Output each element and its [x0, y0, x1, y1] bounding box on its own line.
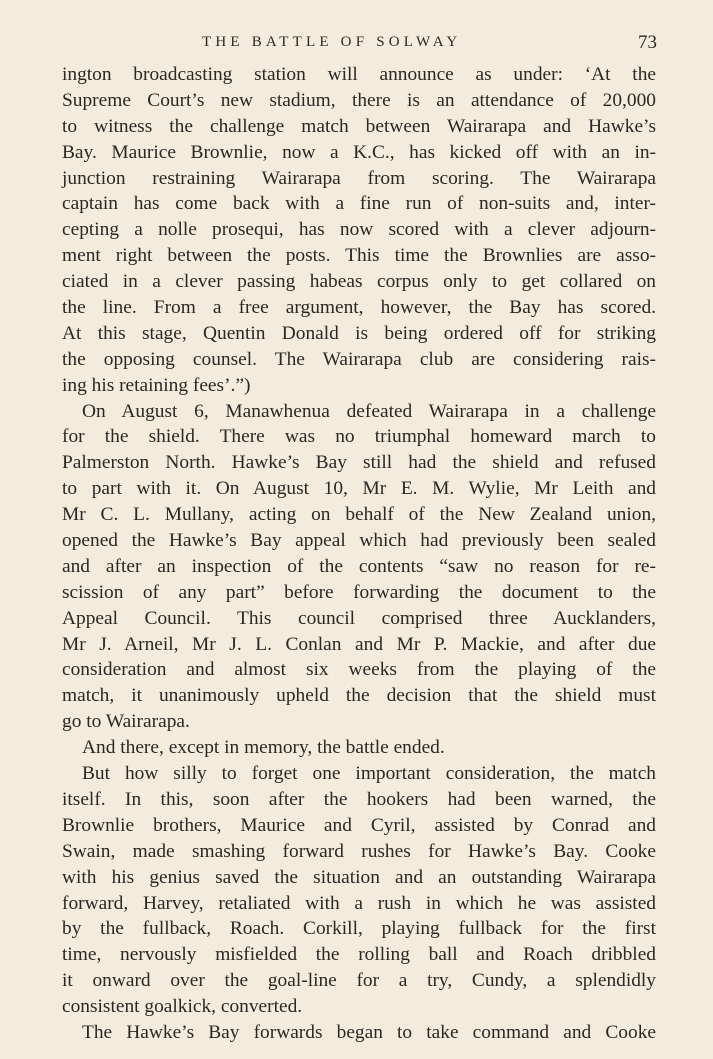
text-line: ment right between the posts. This time the Brownlies are asso-: [62, 245, 656, 267]
text-line: Palmerston North. Hawke’s Bay still had the shield and refused: [62, 452, 656, 474]
text-line: the line. From a free argument, however, the Bay has scored.: [62, 297, 656, 319]
text-line: Supreme Court’s new stadium, there is an attendance of 20,000: [62, 89, 656, 111]
text-line: captain has come back with a fine run of non-suits and, inter-: [62, 193, 656, 215]
page-number: 73: [638, 32, 657, 53]
text-line: to part with it. On August 10, Mr E. M. Wylie, Mr Leith and: [62, 478, 656, 500]
running-head: THE BATTLE OF SOLWAY: [202, 34, 462, 50]
text-line: Mr C. L. Mullany, acting on behalf of the New Zealand union,: [62, 504, 656, 526]
text-line: Brownlie brothers, Maurice and Cyril, assisted by Conrad and: [62, 814, 656, 836]
text-line: with his genius saved the situation and an outstanding Wairarapa: [62, 866, 656, 888]
text-line: the opposing counsel. The Wairarapa club are considering rais-: [62, 348, 656, 370]
text-line: The Hawke’s Bay forwards began to take command and Cooke: [82, 1021, 656, 1043]
text-line: by the fullback, Roach. Corkill, playing fullback for the first: [62, 918, 656, 940]
text-line: to witness the challenge match between Wairarapa and Hawke’s: [62, 115, 656, 137]
text-line: And there, except in memory, the battle ended.: [82, 737, 445, 759]
text-line: it onward over the goal-line for a try, Cundy, a splendidly: [62, 970, 656, 992]
text-line: time, nervously misfielded the rolling ball and Roach dribbled: [62, 944, 656, 966]
body-text: [62, 62, 656, 1046]
text-line: forward, Harvey, retaliated with a rush in which he was assisted: [62, 892, 656, 914]
text-line: and after an inspection of the contents “saw no reason for re-: [62, 555, 656, 577]
text-line: consistent goalkick, converted.: [62, 996, 303, 1018]
text-line: consideration and almost six weeks from the playing of the: [62, 659, 656, 681]
text-line: On August 6, Manawhenua defeated Wairarapa in a challenge: [82, 400, 656, 422]
text-line: ciated in a clever passing habeas corpus only to get collared on: [62, 271, 656, 293]
text-line: opened the Hawke’s Bay appeal which had previously been sealed: [62, 530, 656, 552]
text-line: Swain, made smashing forward rushes for Hawke’s Bay. Cooke: [62, 840, 656, 862]
text-line: go to Wairarapa.: [62, 711, 190, 733]
text-line: match, it unanimously upheld the decision that the shield must: [62, 685, 656, 707]
text-line: ing his retaining fees’.”): [62, 374, 251, 396]
text-line: Mr J. Arneil, Mr J. L. Conlan and Mr P. Mackie, and after due: [62, 633, 656, 655]
page-header: [62, 34, 657, 56]
text-line: Appeal Council. This council comprised three Aucklanders,: [62, 607, 656, 629]
text-line: ington broadcasting station will announce as under: ‘At the: [62, 64, 656, 85]
text-line: Bay. Maurice Brownlie, now a K.C., has kicked off with an in-: [62, 141, 656, 163]
text-line: At this stage, Quentin Donald is being ordered off for striking: [62, 322, 656, 344]
text-line: scission of any part” before forwarding the document to the: [62, 581, 656, 603]
text-line: But how silly to forget one important consideration, the match: [82, 763, 656, 785]
text-line: junction restraining Wairarapa from scoring. The Wairarapa: [62, 167, 656, 189]
text-line: for the shield. There was no triumphal homeward march to: [62, 426, 656, 448]
text-line: cepting a nolle prosequi, has now scored with a clever adjourn-: [62, 219, 656, 241]
text-line: itself. In this, soon after the hookers had been warned, the: [62, 788, 656, 810]
